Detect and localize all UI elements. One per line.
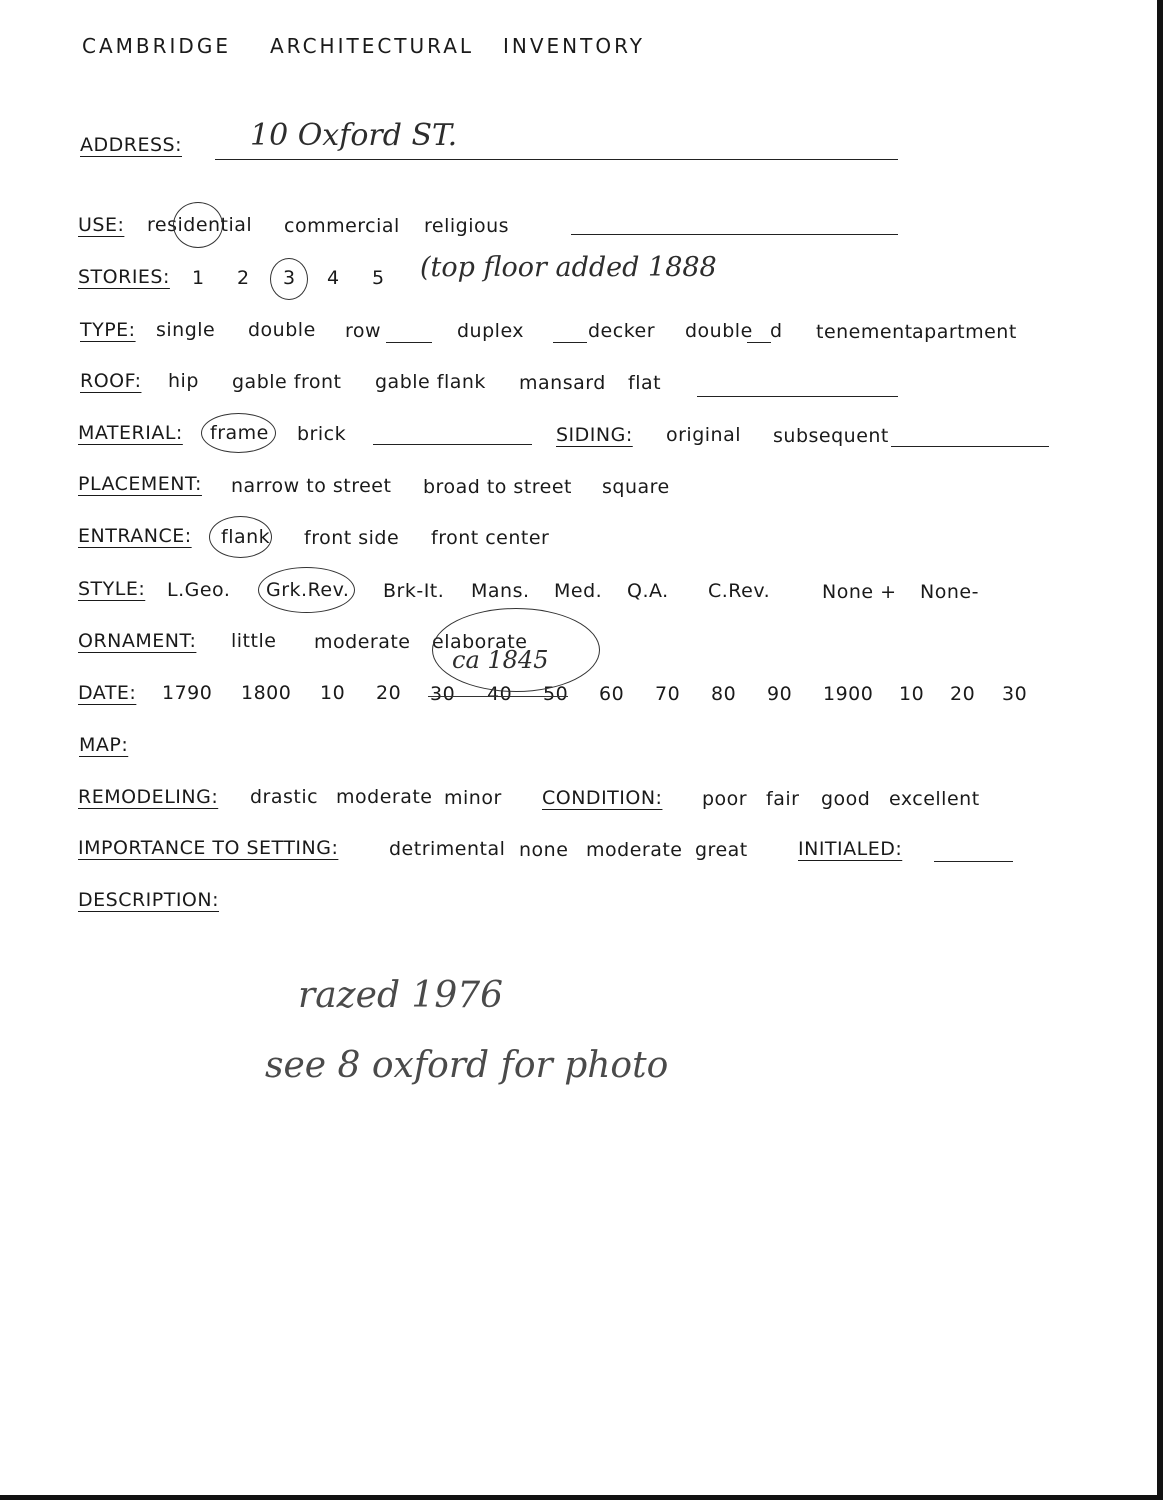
placement-option-square: square (602, 476, 670, 498)
entrance-option-flank: flank (221, 526, 271, 548)
date-option-1930: 30 (1002, 683, 1028, 705)
scan-border-right (1157, 0, 1163, 1500)
roof-option-gable-flank: gable flank (375, 371, 486, 393)
condition-option-poor: poor (702, 788, 748, 810)
date-option-90: 90 (767, 683, 793, 705)
condition-option-excellent: excellent (889, 788, 980, 810)
importance-option-great: great (695, 839, 748, 861)
style-option-none-minus: None- (920, 581, 979, 603)
date-option-10: 10 (320, 682, 346, 704)
roof-option-gable-front: gable front (232, 371, 342, 393)
material-option-brick: brick (297, 423, 347, 445)
entrance-option-front-side: front side (304, 527, 400, 549)
type-label: TYPE: (80, 319, 136, 341)
use-other-line[interactable] (571, 234, 898, 235)
remodeling-option-drastic: drastic (250, 786, 319, 808)
roof-option-hip: hip (168, 370, 199, 392)
remodeling-label: REMODELING: (78, 786, 219, 808)
date-option-20: 20 (376, 682, 402, 704)
scan-border-bottom (0, 1495, 1163, 1500)
date-option-40: 40 (487, 683, 513, 705)
date-note: ca 1845 (452, 646, 549, 674)
form-title-inventory: INVENTORY (503, 34, 645, 58)
condition-label: CONDITION: (542, 787, 663, 809)
siding-label: SIDING: (556, 424, 633, 446)
date-label: DATE: (78, 682, 137, 704)
type-option-single: single (156, 319, 216, 341)
type-option-double-decker: double (685, 320, 753, 342)
date-option-30: 30 (430, 683, 456, 705)
importance-option-detrimental: detrimental (389, 838, 506, 860)
type-row-line[interactable] (386, 342, 432, 343)
condition-option-good: good (821, 788, 871, 810)
roof-label: ROOF: (80, 370, 142, 392)
material-selection-circle (201, 413, 276, 453)
address-value: 10 Oxford ST. (250, 118, 458, 153)
use-option-residential: residential (147, 214, 253, 236)
style-option-crev: C.Rev. (708, 580, 771, 602)
placement-option-broad: broad to street (423, 476, 573, 498)
date-option-70: 70 (655, 683, 681, 705)
remodeling-option-minor: minor (444, 787, 502, 809)
type-decker-line[interactable] (553, 342, 587, 343)
use-option-religious: religious (424, 215, 510, 237)
siding-option-subsequent: subsequent (773, 425, 889, 447)
remodeling-option-moderate: moderate (336, 786, 433, 808)
entrance-selection-circle (209, 516, 272, 558)
siding-option-original: original (666, 424, 742, 446)
ornament-option-moderate: moderate (314, 631, 411, 653)
description-label: DESCRIPTION: (78, 889, 220, 911)
date-option-60: 60 (599, 683, 625, 705)
type-option-double: double (248, 319, 316, 341)
stories-option-2: 2 (237, 267, 250, 289)
type-option-apartment: apartment (912, 321, 1017, 343)
importance-option-none: none (519, 839, 569, 861)
date-option-80: 80 (711, 683, 737, 705)
style-selection-circle (258, 567, 355, 613)
ornament-label: ORNAMENT: (78, 630, 197, 652)
use-selection-circle (173, 202, 223, 248)
style-label: STYLE: (78, 578, 146, 600)
type-option-row: row (345, 320, 382, 342)
date-option-1910: 10 (899, 683, 925, 705)
stories-option-5: 5 (372, 267, 385, 289)
style-option-med: Med. (554, 580, 603, 602)
style-option-none-plus: None + (822, 581, 897, 603)
address-label: ADDRESS: (80, 134, 182, 156)
ornament-option-elaborate: elaborate (432, 631, 528, 653)
style-option-mans: Mans. (471, 580, 530, 602)
stories-option-1: 1 (192, 267, 205, 289)
use-option-commercial: commercial (284, 215, 400, 237)
ornament-option-little: little (231, 630, 277, 652)
date-option-1800: 1800 (241, 682, 292, 704)
date-option-1790: 1790 (162, 682, 213, 704)
date-option-50: 50 (543, 683, 569, 705)
roof-other-line[interactable] (697, 396, 898, 397)
material-label: MATERIAL: (78, 422, 183, 444)
style-option-grkrev: Grk.Rev. (266, 579, 350, 601)
form-title-cambridge: CAMBRIDGE (82, 34, 231, 58)
type-option-tenement: tenement (816, 321, 913, 343)
date-option-1900: 1900 (823, 683, 874, 705)
address-line[interactable] (215, 159, 898, 160)
condition-option-fair: fair (766, 788, 800, 810)
type-double-d-line[interactable] (747, 342, 771, 343)
material-other-line[interactable] (373, 444, 532, 445)
style-option-qa: Q.A. (627, 580, 669, 602)
map-label: MAP: (79, 734, 129, 756)
placement-option-narrow: narrow to street (231, 475, 392, 497)
style-option-lgeo: L.Geo. (167, 579, 231, 601)
date-option-1920: 20 (950, 683, 976, 705)
form-title-architectural: ARCHITECTURAL (270, 34, 475, 58)
entrance-option-front-center: front center (431, 527, 550, 549)
description-line2: see 8 oxford for photo (265, 1045, 669, 1086)
stories-selection-circle (270, 258, 308, 300)
material-option-frame: frame (210, 422, 269, 444)
roof-option-mansard: mansard (519, 372, 606, 394)
importance-option-moderate: moderate (586, 839, 683, 861)
initialed-line[interactable] (934, 861, 1013, 862)
type-option-decker: decker (588, 320, 656, 342)
stories-label: STORIES: (78, 266, 170, 288)
style-option-brkit: Brk-It. (383, 580, 445, 602)
type-option-d: d (770, 320, 783, 342)
initialed-label: INITIALED: (798, 838, 903, 860)
use-label: USE: (78, 214, 125, 236)
stories-note: (top floor added 1888 (420, 252, 717, 283)
siding-other-line[interactable] (891, 446, 1049, 447)
placement-label: PLACEMENT: (78, 473, 202, 495)
type-option-duplex: duplex (457, 320, 525, 342)
date-range-strike (428, 696, 568, 697)
description-line1: razed 1976 (298, 975, 504, 1016)
importance-label: IMPORTANCE TO SETTING: (78, 837, 339, 859)
stories-option-3: 3 (283, 267, 296, 289)
entrance-label: ENTRANCE: (78, 525, 192, 547)
roof-option-flat: flat (628, 372, 662, 394)
stories-option-4: 4 (327, 267, 340, 289)
